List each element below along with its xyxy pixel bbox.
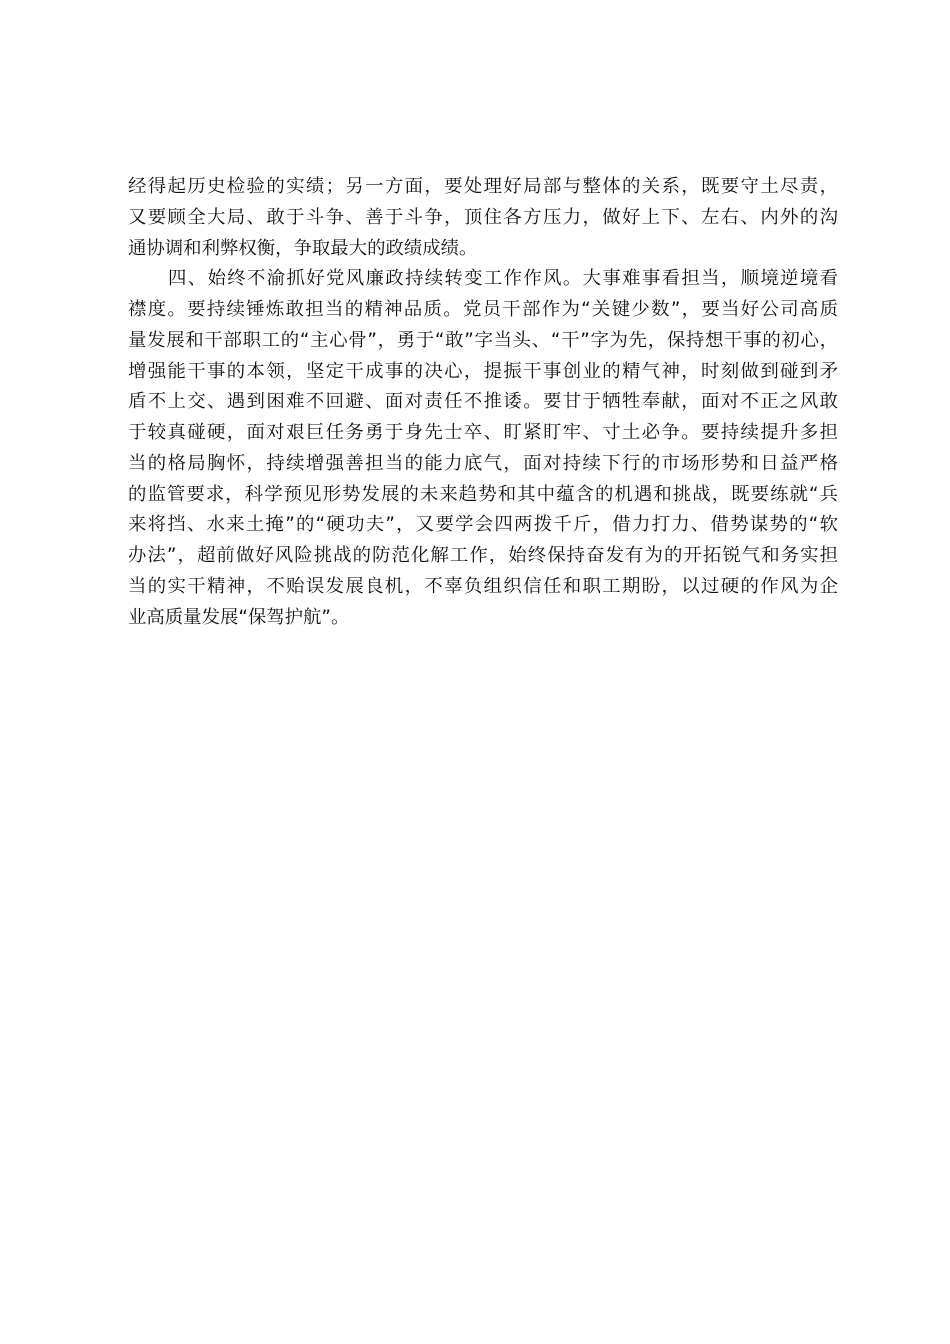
section-heading-line: 四、始终不渝抓好党风廉政持续转变工作作风。大事难事看担当，顺境逆境看 <box>168 268 838 290</box>
text-line: 经得起历史检验的实绩；另一方面，要处理好局部与整体的关系，既要守土尽责， <box>128 176 838 197</box>
text-line: 于较真碰硬，面对艰巨任务勇于身先士卒、盯紧盯牢、寸土必争。要持续提升多担 <box>128 422 838 443</box>
text-line: 襟度。要持续锤炼敢担当的精神品质。党员干部作为“关键少数”，要当好公司高质 <box>128 299 838 320</box>
text-line: 业高质量发展“保驾护航”。 <box>128 606 350 628</box>
body-text <box>128 172 838 633</box>
text-line: 的监管要求，科学预见形势发展的未来趋势和其中蕴含的机遇和挑战，既要练就“兵 <box>128 483 838 505</box>
text-line: 当的实干精神，不贻误发展良机，不辜负组织信任和职工期盼，以过硬的作风为企 <box>128 575 838 597</box>
text-line: 当的格局胸怀，持续增强善担当的能力底气，面对持续下行的市场形势和日益严格 <box>128 452 838 474</box>
text-line: 量发展和干部职工的“主心骨”，勇于“敢”字当头、“干”字为先，保持想干事的初心， <box>128 329 838 351</box>
text-line: 又要顾全大局、敢于斗争、善于斗争，顶住各方压力，做好上下、左右、内外的沟 <box>128 206 838 228</box>
text-line: 来将挡、水来土掩”的“硬功夫”，又要学会四两拨千斤，借力打力、借势谋势的“软 <box>128 514 838 536</box>
text-line: 通协调和利弊权衡，争取最大的政绩成绩。 <box>128 237 478 259</box>
text-line: 办法”，超前做好风险挑战的防范化解工作，始终保持奋发有为的开拓锐气和务实担 <box>128 545 838 566</box>
text-line: 增强能干事的本领，坚定干成事的决心，提振干事创业的精气神，时刻做到碰到矛 <box>128 360 838 382</box>
text-line: 盾不上交、遇到困难不回避、面对责任不推诿。要甘于牺牲奉献，面对不正之风敢 <box>128 391 838 413</box>
